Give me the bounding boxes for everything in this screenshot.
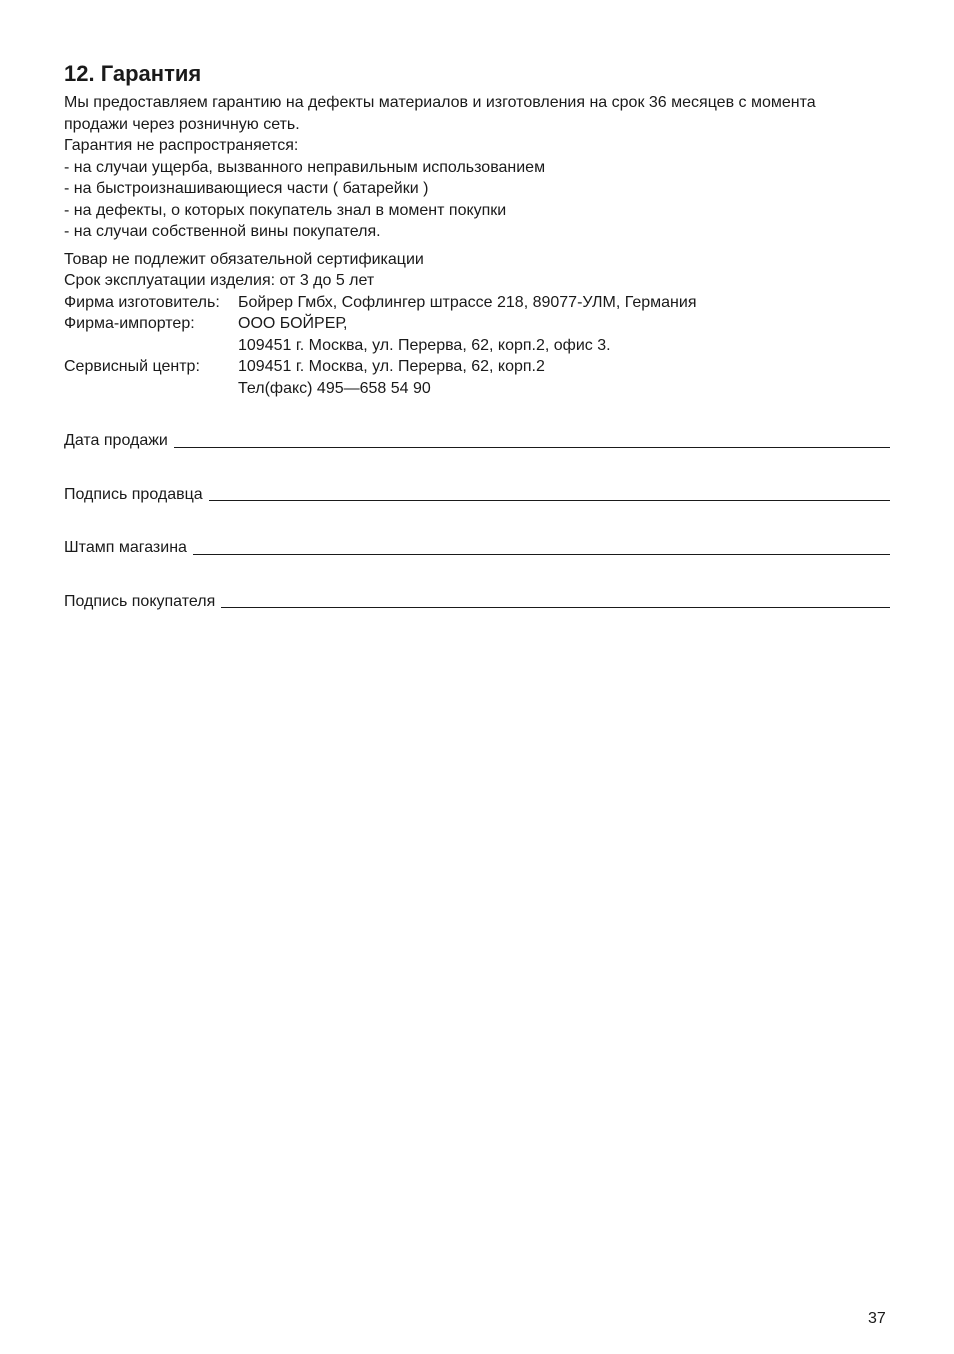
product-info [64, 249, 890, 400]
service-center-address: 109451 г. Москва, ул. Перерва, 62, корп.2 [238, 358, 545, 375]
exclusion-item: - на быстроизнашивающиеся части ( батарейки ) [64, 180, 429, 197]
page-number: 37 [868, 1310, 886, 1327]
importer-address-row [64, 335, 890, 357]
warranty-section [64, 60, 890, 399]
service-center-row [64, 356, 890, 378]
certification-note: Товар не подлежит обязательной сертификации [64, 250, 424, 268]
sale-date-field [64, 430, 890, 452]
exclusions-list [64, 157, 890, 243]
store-stamp-field [64, 537, 890, 559]
importer-label: Фирма-импортер: [64, 315, 195, 332]
service-life: Срок эксплуатации изделия: от 3 до 5 лет [64, 272, 375, 289]
exclusion-item: - на случаи собственной вины покупателя. [64, 223, 381, 240]
store-stamp-line[interactable] [193, 538, 890, 555]
sale-date-label: Дата продажи [64, 432, 168, 449]
exclusions-heading: Гарантия не распространяется: [64, 137, 299, 154]
seller-signature-field [64, 484, 890, 506]
manufacturer-label: Фирма изготовитель: [64, 293, 220, 311]
section-title: 12. Гарантия [64, 61, 202, 86]
intro-line-2: продажи через розничную сеть. [64, 115, 300, 133]
buyer-signature-field [64, 591, 890, 613]
service-phone-row [64, 378, 890, 400]
exclusion-item: - на дефекты, о которых покупатель знал в момент покупки [64, 201, 507, 219]
seller-signature-line[interactable] [209, 484, 890, 501]
sale-date-line[interactable] [174, 431, 890, 448]
manufacturer-row [64, 292, 890, 314]
importer-row [64, 313, 890, 335]
intro-line-1: Мы предоставляем гарантию на дефекты материалов и изготовления на срок 36 месяцев с момента [64, 94, 816, 111]
buyer-signature-label: Подпись покупателя [64, 592, 216, 610]
importer-address: 109451 г. Москва, ул. Перерва, 62, корп.2, офис 3. [238, 336, 611, 354]
service-center-label: Сервисный центр: [64, 358, 200, 375]
store-stamp-label: Штамп магазина [64, 539, 187, 556]
importer-value: ООО БОЙРЕР, [238, 315, 348, 332]
seller-signature-label: Подпись продавца [64, 485, 203, 503]
manufacturer-value: Бойрер Гмбх, Софлингер штрассе 218, 89077-УЛМ, Германия [238, 293, 697, 311]
exclusion-item: - на случаи ущерба, вызванного неправильным использованием [64, 158, 546, 176]
service-phone: Тел(факс) 495—658 54 90 [238, 379, 431, 397]
signature-fields [64, 430, 890, 612]
buyer-signature-line[interactable] [221, 591, 890, 608]
